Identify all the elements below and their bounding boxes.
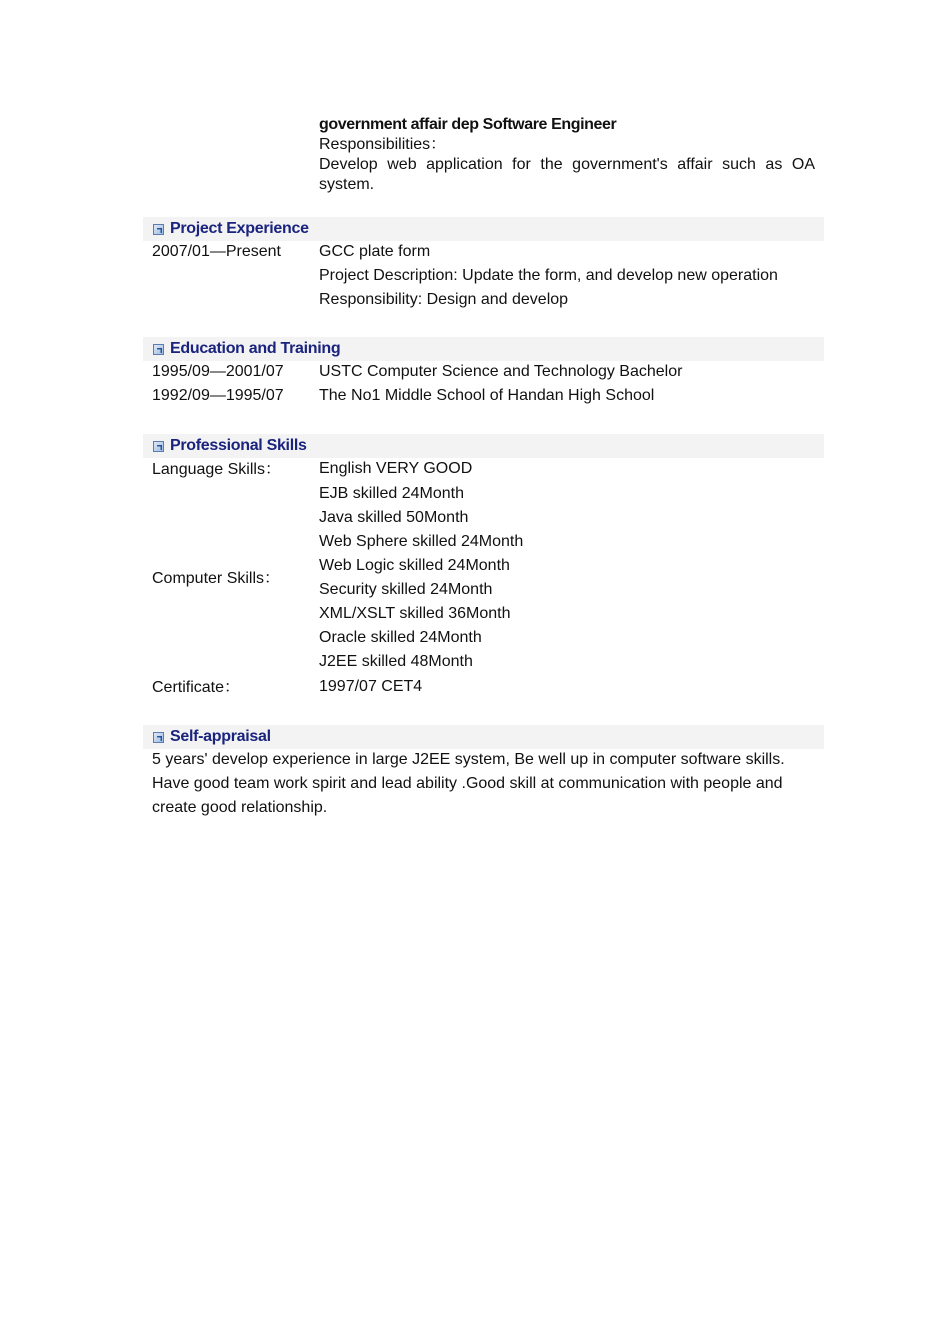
computer-skill-item: EJB skilled 24Month bbox=[319, 485, 464, 502]
education-period: 1992/09—1995/07 bbox=[152, 387, 284, 404]
section-title: Project Experience bbox=[170, 220, 309, 237]
project-description: Project Description: Update the form, and develop new operation bbox=[319, 267, 778, 284]
certificate-value: 1997/07 CET4 bbox=[319, 678, 423, 695]
computer-skills-label: Computer Skills： bbox=[152, 570, 281, 587]
responsibilities-label: Responsibilities： bbox=[319, 136, 447, 153]
computer-skill-item: Security skilled 24Month bbox=[319, 581, 493, 598]
section-bullet-icon bbox=[153, 224, 164, 235]
computer-skill-item: Web Logic skilled 24Month bbox=[319, 557, 510, 574]
section-title: Education and Training bbox=[170, 340, 341, 357]
project-name: GCC plate form bbox=[319, 243, 431, 260]
job-description: Develop web application for the government's affair such as OA system. bbox=[319, 156, 815, 193]
computer-skill-item: XML/XSLT skilled 36Month bbox=[319, 605, 511, 622]
certificate-label: Certificate： bbox=[152, 679, 241, 696]
project-period: 2007/01—Present bbox=[152, 243, 281, 260]
computer-skill-item: Java skilled 50Month bbox=[319, 509, 469, 526]
self-appraisal-text: 5 years' develop experience in large J2EE system, Be well up in computer software skills. Have good team work spirit and lead ability .Good skill at communication with people and create good relationship. bbox=[152, 751, 785, 816]
job-role: government affair dep Software Engineer bbox=[319, 116, 617, 133]
education-detail: USTC Computer Science and Technology Bachelor bbox=[319, 363, 683, 380]
project-responsibility: Responsibility: Design and develop bbox=[319, 291, 569, 308]
language-skills-label: Language Skills： bbox=[152, 461, 281, 478]
section-bullet-icon bbox=[153, 344, 164, 355]
education-period: 1995/09—2001/07 bbox=[152, 363, 284, 380]
self-appraisal-header bbox=[143, 725, 824, 749]
language-skills-value: English VERY GOOD bbox=[319, 460, 473, 477]
education-header bbox=[143, 337, 824, 361]
project-experience-header bbox=[143, 217, 824, 241]
computer-skill-item: Oracle skilled 24Month bbox=[319, 629, 482, 646]
job-intro bbox=[319, 115, 815, 195]
computer-skill-item: J2EE skilled 48Month bbox=[319, 653, 473, 670]
skills-header bbox=[143, 434, 824, 458]
section-title: Self-appraisal bbox=[170, 728, 271, 745]
section-title: Professional Skills bbox=[170, 437, 307, 454]
education-detail: The No1 Middle School of Handan High School bbox=[319, 387, 655, 404]
section-bullet-icon bbox=[153, 441, 164, 452]
computer-skill-item: Web Sphere skilled 24Month bbox=[319, 533, 524, 550]
section-bullet-icon bbox=[153, 732, 164, 743]
